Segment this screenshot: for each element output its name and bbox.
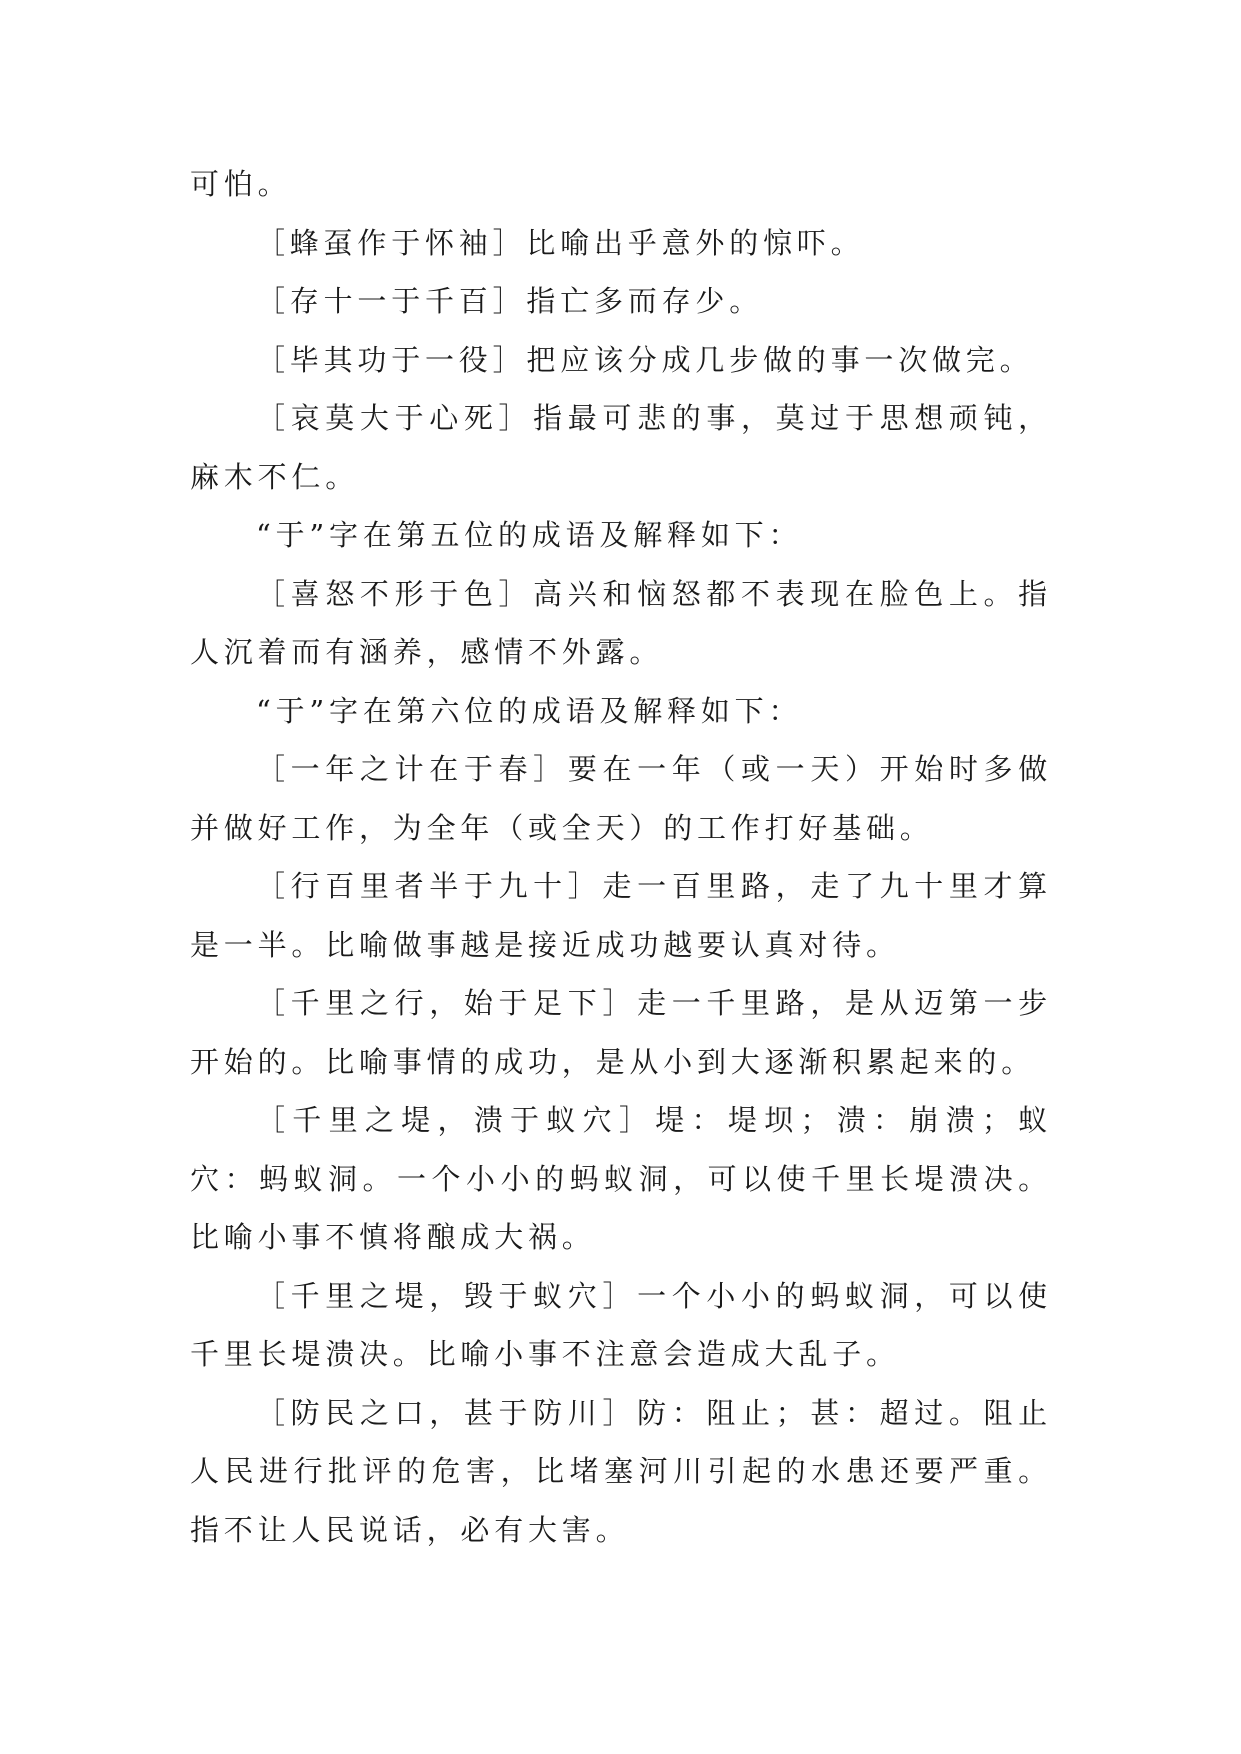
idiom-term: ［千里之行，始于足下］ (256, 986, 638, 1020)
idiom-definition: 走一百里路，走了九十里才算是一半。比喻做事越是接近成功越要认真对待。 (190, 869, 1052, 962)
idiom-term: ［行百里者半于九十］ (256, 869, 603, 903)
section-intro (190, 682, 1052, 741)
idiom-term: ［千里之堤，溃于蚁穴］ (256, 1103, 656, 1137)
idiom-definition: 指最可悲的事，莫过于思想顽钝，麻木不仁。 (190, 401, 1052, 494)
section-intro (190, 506, 1052, 565)
idiom-term: ［毕其功于一役］ (256, 342, 527, 377)
idiom-definition: 走一千里路，是从迈第一步开始的。比喻事情的成功，是从小到大逐渐积累起来的。 (190, 986, 1052, 1079)
idiom-term: ［一年之计在于春］ (256, 752, 568, 786)
idiom-definition: 一个小小的蚂蚁洞，可以使千里长堤溃决。比喻小事不注意会造成大乱子。 (190, 1278, 1052, 1371)
idiom-term: ［防民之口，甚于防川］ (256, 1395, 638, 1430)
idiom-definition: 要在一年（或一天）开始时多做并做好工作，为全年（或全天）的工作打好基础。 (190, 752, 1053, 845)
idiom-entry (190, 331, 1052, 390)
idiom-definition: 把应该分成几步做的事一次做完。 (526, 342, 1034, 377)
idiom-entry (190, 565, 1052, 682)
idiom-term: ［千里之堤，毁于蚁穴］ (256, 1278, 638, 1313)
section-intro-text: “于”字在第五位的成语及解释如下： (256, 518, 803, 552)
paragraph-text: 可怕。 (190, 167, 292, 201)
idiom-entry (190, 389, 1052, 506)
section-intro-text: “于”字在第六位的成语及解释如下： (256, 693, 803, 728)
idiom-term: ［喜怒不形于色］ (256, 576, 534, 611)
idiom-entry (190, 857, 1052, 974)
idiom-definition: 指亡多而存少。 (526, 284, 764, 318)
idiom-term: ［蜂虿作于怀袖］ (256, 225, 527, 260)
idiom-entry (190, 740, 1052, 857)
idiom-entry (190, 272, 1052, 331)
idiom-definition: 比喻出乎意外的惊吓。 (526, 225, 865, 260)
idiom-definition: 高兴和恼怒都不表现在脸色上。指人沉着而有涵养，感情不外露。 (190, 576, 1052, 669)
idiom-definition: 防：阻止；甚：超过。阻止人民进行批评的危害，比堵塞河川引起的水患还要严重。指不让人民说话，必有大害。 (190, 1395, 1052, 1547)
idiom-entry (190, 1384, 1052, 1560)
paragraph-continuation (190, 155, 1052, 214)
idiom-entry (190, 974, 1052, 1091)
idiom-term: ［哀莫大于心死］ (256, 401, 534, 435)
document-body (190, 155, 1052, 1559)
idiom-entry (190, 1267, 1052, 1384)
idiom-definition: 堤：堤坝；溃：崩溃；蚁穴：蚂蚁洞。一个小小的蚂蚁洞，可以使千里长堤溃决。比喻小事不慎将酿成大祸。 (190, 1103, 1052, 1254)
idiom-term: ［存十一于千百］ (256, 284, 527, 318)
idiom-entry (190, 214, 1052, 273)
idiom-entry (190, 1091, 1052, 1267)
